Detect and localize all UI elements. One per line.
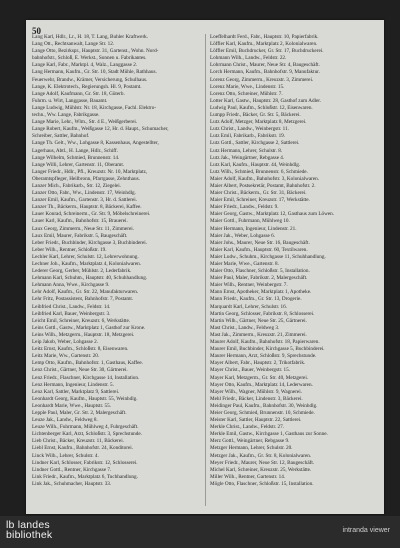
directory-entry: Lauer Konrad, Schreinerm., Gr. Str. 9, Möbelschreinerei. (32, 211, 151, 218)
viewer-footer (0, 516, 400, 548)
directory-entry: Lindner Karl, Schlosser, Fabrikstr. 12, Schlosserei. (32, 459, 138, 466)
directory-entry: Leonhardt Marie, Wwe., Hauptstr. 55. (32, 402, 111, 409)
directory-entry: Lorenz Marie, Wwe., Lindenstr. 15. (210, 83, 285, 90)
directory-entry: Lumpp Friedr., Bäcker, Gr. Str. 5, Bäckerei. (210, 112, 301, 119)
directory-entry: Lehr Fritz, Postassistent, Bahnhofstr. 7, Postamt. (32, 296, 134, 303)
directory-entry: Maier Albert, Postsekretär, Postamt, Bahnhofstr. 2. (210, 182, 316, 189)
directory-entry: Löffler Karl, Kaufm., Marktplatz 2, Kolonialwaren. (210, 41, 318, 48)
directory-entry: Lange Th. Gelt., Ww., Lohgasse 8, Kassenhaus, Angestellter, (32, 140, 159, 147)
directory-entry: Lindner Gottl., Rentner, Kirchgasse 7. (32, 466, 112, 473)
directory-entry: Lieb Christ., Bäcker, Kreuzstr. 11, Bäckerei. (32, 438, 124, 445)
directory-entry: Leins Wilh., Metzgerm., Hauptstr. 18, Metzgerei. (32, 331, 135, 338)
directory-entry: Lang Hermann, Kaufm., Gr. Str. 10, Stadt Mühle, Rathhaus. (32, 69, 157, 76)
directory-entry: techn., Ww. Lange, Fabrikgasse. (32, 112, 100, 119)
directory-entry: Leicht Emil, Schreiner, Kreuzstr. 6, Werkstätte. (32, 317, 131, 324)
directory-entry: Schreiber, Sattler, Bahnhof. (32, 133, 90, 140)
directory-entry: Maier Friedr., Landw., Feldstr. 9. (210, 204, 279, 211)
directory-entry: Link Friedr., Kaufm., Marktplatz 6, Tuchhandlung. (32, 473, 138, 480)
directory-entry: Maier Jak., Weber, Lohgasse 6. (210, 232, 275, 239)
directory-entry: Maier Otto, Flaschner, Schloßstr. 5, Installation. (210, 268, 310, 275)
directory-entry: Maurer Hermann, Arzt, Schloßstr. 9, Sprechstunde. (210, 353, 317, 360)
directory-entry: Feuerwehr, Brandw., Krämer, Versicherung, Schulhaus. (32, 76, 148, 83)
directory-entry: Mann Ernst, Apotheker, Marktplatz 1, Apotheke. (210, 289, 312, 296)
directory-entry: Leibfried Christ., Landw., Feldstr. 14. (32, 303, 111, 310)
directory-entry: Lauer Karl, Kaufm., Bahnhofstr. 15, Brauerei. (32, 218, 128, 225)
directory-entry: Lutz Gottl., Sattler, Kirchgasse 2, Sattlerei. (210, 140, 300, 147)
directory-entry: Lange Robert, Kaufm., Weißgasse 12, Hr. d. Haupt., Schumacher, (32, 126, 169, 133)
directory-entry: Lutz Emil, Fabrikarb., Fabrikstr. 19. (210, 133, 286, 140)
directory-entry: Lang Karl, Hdlr., Lr., H. 18, T. Lang, Buhler Kraftwerk. (32, 34, 149, 40)
directory-entry: Leuze Jak., Landw., Feldweg 8. (32, 417, 98, 424)
directory-entry: Mayer Christ., Bauer, Weinbergstr. 15. (210, 367, 291, 374)
directory-entry: Maier Johs., Maurer, Neue Str. 16, Baugeschäft. (210, 239, 310, 246)
directory-entry: Meier Georg, Schmied, Brunnenstr. 10, Schmiede. (210, 409, 315, 416)
directory-entry: Lanzer Mich., Fabrikarb., Str. 12, Ziegelei. (32, 182, 122, 189)
directory-entry: Lorenz Georg, Zimmerm., Kreuzstr. 3, Zimmerei. (210, 76, 314, 83)
directory-entry: Linck Wilh., Lehrer, Schulstr. 4. (32, 452, 99, 459)
directory-entry: Lanzer Th., Bäckerm., Hauptstr. 8, Bäckerei, Kaffee. (32, 204, 142, 211)
directory-entry: Loeffelhardt Ferd., Fabr., Hauptstr. 10, Papierfabrik. (210, 34, 319, 40)
directory-entry: Lepple Paul, Maler, Gr. Str. 2, Malergeschäft. (32, 409, 127, 416)
directory-entry: Lorch Hermann, Kaufm., Bahnhofstr. 9, Manufaktur. (210, 69, 320, 76)
library-logo[interactable] (6, 520, 52, 540)
directory-entry: Lutz Christ., Landw., Weinbergstr. 11. (210, 126, 289, 133)
directory-entry: Leuze Wilh., Fuhrmann, Mühlweg 4, Fuhrgeschäft. (32, 424, 139, 431)
directory-entry: Lenz Christ., Gärtner, Neue Str. 30, Gärtnerei. (32, 367, 128, 374)
directory-entry: Lutz Wilh., Schmied, Brunnenstr. 6, Schmiede. (210, 168, 308, 175)
directory-entry: Fuhrm. u. Wirt, Langgasse, Bauamt. (32, 97, 108, 104)
directory-entry: Lenz Karl, Sattler, Marktplatz 9, Sattlerei. (32, 388, 120, 395)
directory-entry: Lutz Hermann, Lehrer, Schulstr. 8. (210, 147, 283, 154)
document-page (26, 20, 384, 514)
directory-entry: Leibfried Karl, Bauer, Weinbergstr. 3. (32, 310, 111, 317)
directory-entry: Oberamtspfleger, Heilbronn, Pfarrgasse, Zehnthaus. (32, 175, 140, 182)
directory-entry: Liebl Ernst, Kaufm., Bahnhofstr. 24, Konditorei. (32, 445, 133, 452)
directory-entry: Langer Friedr., Hdlr., Pfl., Kreuzstr. Nr. 10, Marktplatz, (32, 168, 148, 175)
directory-entry: Maurer Emil, Buchbinder, Kirchgasse 5, Buchbinderei. (210, 346, 325, 353)
directory-entry: Maier Karl, Kaufm., Hauptstr. 60, Textilwaren. (210, 246, 308, 253)
directory-entry: Maier Marie, Wwe., Gartenstr. 8. (210, 261, 279, 267)
directory-entry: Mast Jak., Zimmerm., Kreuzstr. 21, Zimmerei. (210, 331, 307, 338)
directory-entry: Lange Marie, Lehr., Wlm., Str. 4 E., Weißgerberei. (32, 119, 138, 126)
directory-entry: Lenz Friedr., Flaschner, Kirchgasse 14, Installation. (32, 374, 140, 381)
directory-entry: Martin Wilh., Gärtner, Neue Str. 25, Gärtnerei. (210, 317, 307, 324)
directory-entry: Meyer Friedr., Maurer, Neue Str. 12, Baugeschäft. (210, 459, 315, 466)
directory-entry: Martin Georg, Schlosser, Fabrikstr. 8, Schlosserei. (210, 310, 315, 317)
column-divider (205, 34, 206, 506)
directory-entry: Mann Friedr., Kaufm., Gr. Str. 13, Drogerie. (210, 296, 302, 303)
directory-entry: Link Jak., Schuhmacher, Hauptstr. 33. (32, 480, 112, 487)
directory-entry: Lenz Hermann, Ingenieur, Lindenstr. 5. (32, 381, 114, 388)
directory-entry: Lange Wilhelm, Schmied, Brunnenstr. 14. (32, 154, 120, 161)
directory-entry: Metzger Jak., Kaufm., Gr. Str. 8, Kolonialwaren. (210, 452, 312, 459)
logo-text-line2: bibliothek (6, 529, 53, 541)
page-number: 50 (32, 26, 41, 36)
directory-entry: Lemp Otto, Kaufm., Bahnhofstr. 1, Gasthaus, Kaffee. (32, 360, 143, 367)
directory-entry: Maier Wilh., Rentner, Weinbergstr. 7. (210, 282, 288, 289)
directory-entry: Lutz Adolf, Metzger, Marktplatz 8, Metzgerei. (210, 119, 307, 126)
directory-entry: Lohmann Wilh., Landw., Feldstr. 22. (210, 55, 287, 62)
left-column (32, 34, 200, 488)
directory-entry: Lange Willi, Lehrer, Gartenstr. 11, Oberamt. (32, 161, 125, 168)
directory-entry: Leonhardt Georg, Kaufm., Hauptstr. 55, Weinhdlg. (32, 395, 138, 402)
directory-entry: bahnhofstr., Schloß, E. Werkst., Sonnen u. Fabrikantes. (32, 55, 147, 62)
directory-entry: Maier Emil, Schreiner, Kreuzstr. 17, Werkstätte. (210, 197, 310, 204)
directory-entry: Lechler Karl, Lehrer, Schulstr. 12, Lehrerwohnung. (32, 253, 139, 260)
directory-entry: Lehr Adolf, Kaufm., Gr. Str. 22, Manufakturwaren. (32, 289, 139, 296)
directory-entry: Lehmann Karl, Schuhm., Hauptstr. 40, Schuhhandlung. (32, 275, 148, 282)
directory-entry: Maier Adolf, Kaufm., Bahnhofstr. 3, Kolonialwaren. (210, 175, 320, 182)
directory-entry: Lange Karl, Fabr., Marktpl. 4, Walz., Langgasse 2. (32, 62, 138, 69)
directory-entry: Lohrmann Christ., Maurer, Neue Str. 4, Baugeschäft. (210, 62, 320, 69)
directory-entry: Lange Otto, Bezirkspr., Hauptstr. 31, Gartenst., Wohn. Nord- (32, 48, 159, 55)
directory-entry: Leitz Ernst, Kaufm., Schloßstr. 8, Eisenwaren. (32, 346, 129, 353)
right-column (210, 34, 378, 488)
directory-entry: Miller Wilh., Rentner, Gartenstr. 14. (210, 473, 286, 480)
directory-entry: Ludwig Paul, Kaufm., Schloßstr. 12, Eisenwaren. (210, 104, 313, 111)
directory-entry: Mayer Otto, Kaufm., Marktplatz 14, Lederwaren. (210, 381, 313, 388)
directory-entry: Marquardt Karl, Lehrer, Schulstr. 16. (210, 303, 288, 310)
directory-entry: Metzger Hermann, Lehrer, Schulstr. 20. (210, 445, 293, 452)
directory-entry: Lanzer Emil, Kaufm., Gartenstr. 3, Hr. d. Sattlerei. (32, 197, 138, 204)
directory-entry: Leber Friedr., Buchbinder, Kirchgasse 3, Buchbinderei. (32, 239, 148, 246)
directory-entry: Lang Ott., Rechtsanwalt, Lange Str. 12. (32, 41, 115, 48)
directory-entry: Merz Gottl., Weingärtner, Rebgasse 9. (210, 438, 290, 445)
directory-entry: Maier Paul, Maler, Fabrikstr. 2, Malergeschäft. (210, 275, 308, 282)
directory-entry: Lange, K. Elektrotech., Regierungsh. Hl. 9, Postamt. (32, 83, 142, 90)
directory-entry: Michel Karl, Schreiner, Kreuzstr. 25, Werkstätte. (210, 466, 312, 473)
directory-entry: Mayer Karl, Metzgerm., Gr. Str. 40, Metzgerei. (210, 374, 309, 381)
directory-entry: Maier Georg, Gastw., Marktplatz 12, Gasthaus zum Löwen. (210, 211, 335, 218)
directory-entry: Laux Emil, Maurer, Fabrikstr. 5, Baugeschäft. (32, 232, 128, 239)
directory-entry: Lutz Karl, Kaufm., Hauptstr. 44, Weinhdlg. (210, 161, 301, 168)
directory-entry: Lanzer Otto, Fabr., Ww., Lindenstr. 17, Weinhdlg. (32, 190, 136, 197)
directory-entry: Maurer Adolf, Kaufm., Bahnhofstr. 18, Papierwaren. (210, 339, 320, 346)
directory-entry: Meister Karl, Sattler, Hauptstr. 22, Sattlerei. (210, 417, 302, 424)
directory-entry: Löffler Emil, Buchdrucker, Gr. Str. 17, Buchdruckerei. (210, 48, 324, 55)
directory-entry: Merkle Emil, Gastw., Kirchgasse 1, Gasthaus zur Sonne. (210, 431, 328, 438)
directory-entry: Maier Ludw., Schuhm., Kirchgasse 11, Schuhhandlung. (210, 253, 326, 260)
directory-entry: Maier Gottl., Fuhrmann, Mühlweg 10. (210, 218, 290, 225)
directory-entry: Mögle Otto, Flaschner, Schloßstr. 15, Installation. (210, 480, 314, 487)
directory-entry: Lotter Karl, Gastw., Hauptstr. 28, Gasthof zum Adler. (210, 97, 322, 104)
directory-entry: Maier Hermann, Ingenieur, Lindenstr. 21. (210, 225, 297, 232)
directory-entry: Mayer Wilh., Wagner, Mühlstr. 9, Wagnerei. (210, 388, 302, 395)
directory-entry: Lagerhaus, Abtl., H. Lange, Hdlr., Schiff. (32, 147, 118, 154)
directory-entry: Merkle Christ., Landw., Feldstr. 27. (210, 424, 285, 431)
directory-entry: Mast Christ., Landw., Feldweg 3. (210, 324, 280, 331)
viewer-label: intranda viewer (342, 527, 390, 534)
logo-text-line1: lb landes (6, 519, 50, 531)
directory-entry: Lange Ludwig, Mühlstr. Nr. 18, Kirchgasse, Fachl. Elektro- (32, 104, 157, 111)
directory-entry: Leins Gottl., Gastw., Marktplatz 1, Gasthof zur Krone. (32, 324, 146, 331)
directory-entry: Leip Jakob, Weber, Lohgasse 2. (32, 339, 98, 346)
directory-entry: Lehmann Anna, Wwe., Kirchgasse 9. (32, 282, 110, 289)
directory-entry: Leber Wilh., Rentner, Schloßstr. 19. (32, 246, 107, 253)
directory-entry: Lechner Joh., Kaufm., Marktplatz 4, Kolonialwaren. (32, 261, 142, 267)
directory-entry: Mehl Friedr., Bäcker, Lindenstr. 3, Bäckerei. (210, 395, 303, 402)
directory-entry: Laux Georg, Zimmerm., Neue Str. 11, Zimmerei. (32, 225, 134, 232)
directory-entry: Lutz Jak., Weingärtner, Rebgasse 4. (210, 154, 285, 161)
directory-entry: Meidinger Paul, Kaufm., Bahnhofstr. 30, Weinhdlg. (210, 402, 318, 409)
directory-entry: Maier Christ., Bäckerm., Gr. Str. 31, Bäckerei. (210, 190, 307, 197)
directory-entry: Lorenz Otto, Schreiner, Mühlstr. 7. (210, 90, 283, 97)
directory-entry: Lichtenberger Karl, Arzt, Schloßstr. 3, Sprechstunde. (32, 431, 142, 438)
directory-entry: Leitz Marie, Ww., Gartenstr. 20. (32, 353, 100, 360)
directory-entry: Mayer Albert, Fabr., Hauptstr. 2, Trikotfabrik. (210, 360, 306, 367)
directory-entry: Lederer Georg, Gerber, Mühlstr. 2, Lederfabrik. (32, 268, 132, 275)
directory-entry: Lange Adolf, Kaufmann, Gr. Str. 18, Güterb. (32, 90, 125, 97)
